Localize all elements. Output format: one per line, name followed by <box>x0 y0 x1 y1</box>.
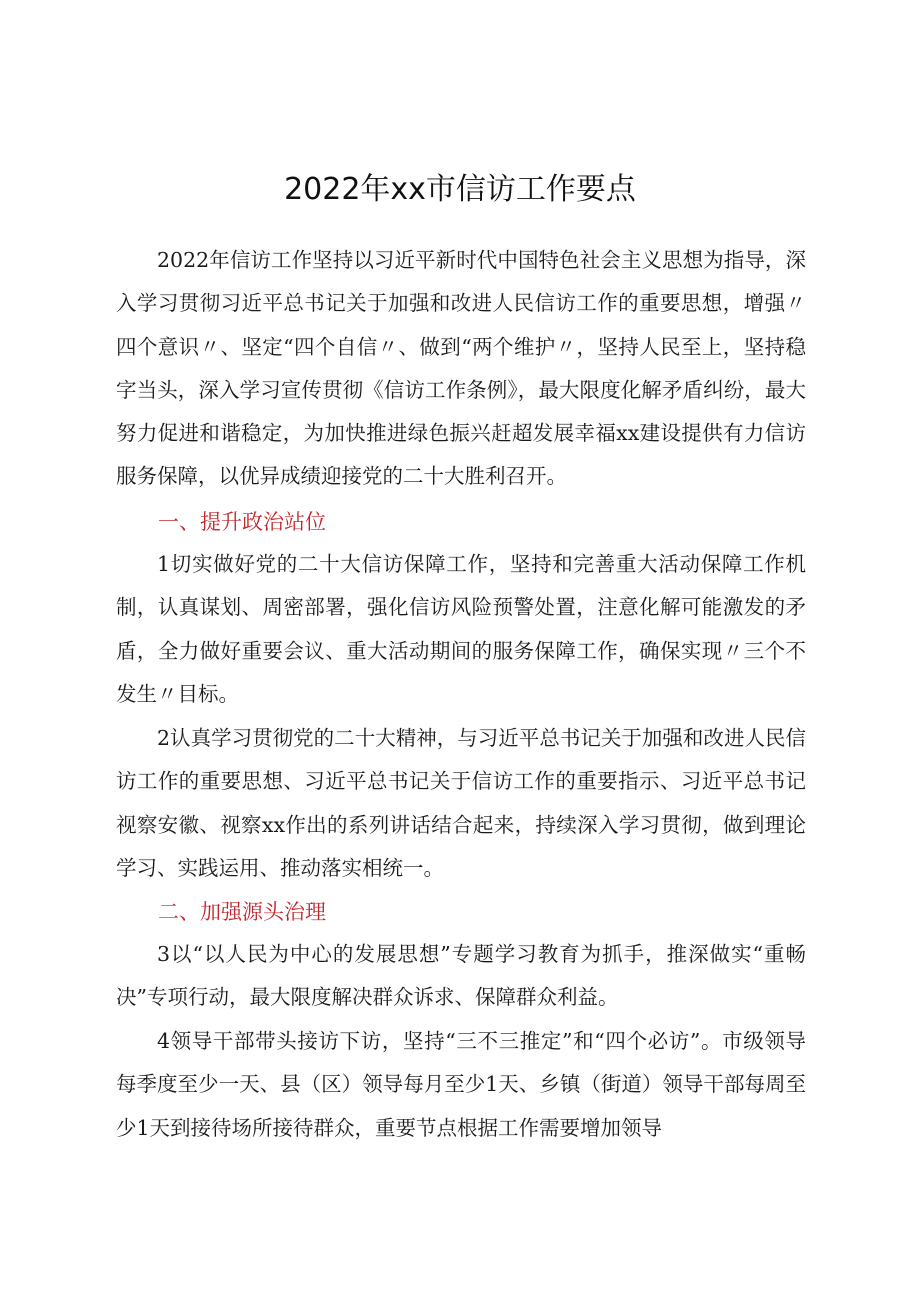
intro-paragraph: 2022年信访工作坚持以习近平新时代中国特色社会主义思想为指导，深入学习贯彻习近平总书记关于加强和改进人民信访工作的重要思想，增强〃四个意识〃、坚定“四个自信〃、做到“两个维护〃，坚持人民至上，坚持稳字当头，深入学习宣传贯彻《信访工作条例》，最大限度化解矛盾纠纷，最大努力促进和谐稳定，为加快推进绿色振兴赶超发展幸福xx建设提供有力信访服务保障，以优异成绩迎接党的二十大胜利召开。 <box>116 248 806 489</box>
item-paragraph-1: 1切实做好党的二十大信访保障工作，坚持和完善重大活动保障工作机制，认真谋划、周密部署，强化信访风险预警处置，注意化解可能激发的矛盾，全力做好重要会议、重大活动期间的服务保障工作，确保实现〃三个不发生〃目标。 <box>116 552 806 706</box>
section-heading-2: 二、加强源头治理 <box>158 900 326 924</box>
item-paragraph-3: 3以“以人民为中心的发展思想”专题学习教育为抓手，推深做实“重畅决”专项行动，最大限度解决群众诉求、保障群众利益。 <box>116 942 806 1010</box>
item-paragraph-4: 4领导干部带头接访下访，坚持“三不三推定”和“四个必访”。市级领导每季度至少一天、县（区）领导每月至少1天、乡镇（街道）领导干部每周至少1天到接待场所接待群众，重要节点根据工作需要增加领导 <box>116 1029 806 1140</box>
document-title: 2022年xx市信访工作要点 <box>284 172 636 207</box>
section-heading-1: 一、提升政治站位 <box>158 510 326 534</box>
item-paragraph-2: 2认真学习贯彻党的二十大精神，与习近平总书记关于加强和改进人民信访工作的重要思想、习近平总书记关于信访工作的重要指示、习近平总书记视察安徽、视察xx作出的系列讲话结合起来，持续深入学习贯彻，做到理论学习、实践运用、推动落实相统一。 <box>116 726 806 880</box>
